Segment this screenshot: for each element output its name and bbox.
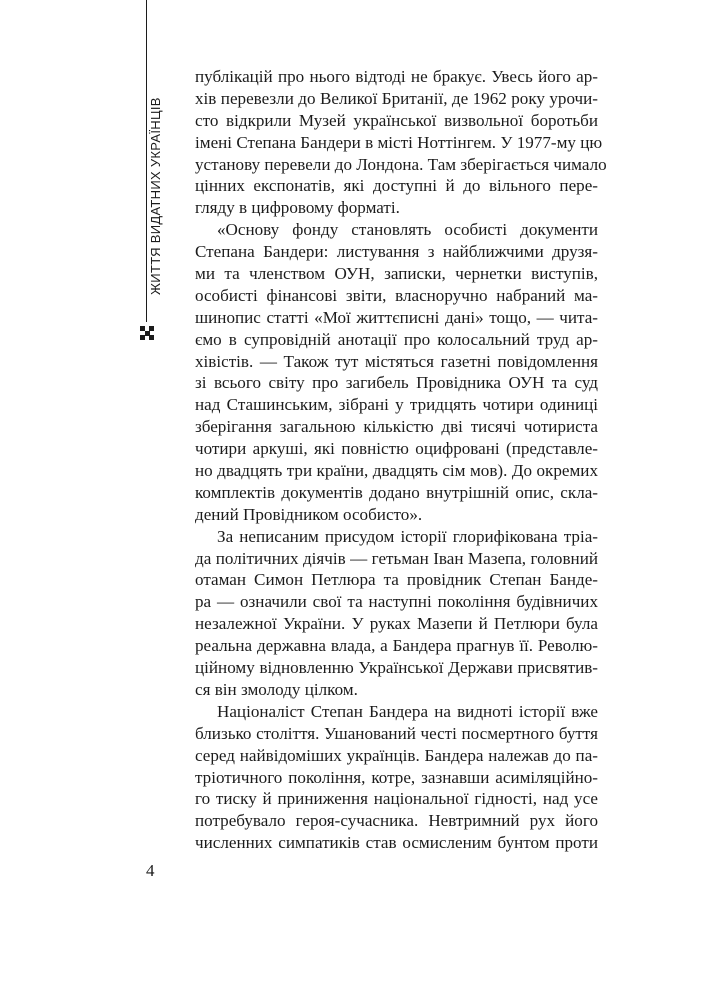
text-line: комплектів документів додано внутрішній опис, скла- bbox=[195, 482, 598, 502]
text-line: За неписаним присудом історії глорифікована тріа- bbox=[217, 526, 598, 546]
text-line: реальна державна влада, а Бандера прагнув її. Револю- bbox=[195, 636, 598, 656]
ornament-icon bbox=[140, 326, 154, 340]
text-line: но двадцять три країни, двадцять сім мов). До окремих bbox=[195, 461, 598, 481]
text-line: хівістів. — Також тут містяться газетні повідомлення bbox=[195, 351, 598, 371]
running-head: ЖИТТЯ ВИДАТНИХ УКРАЇНЦІВ bbox=[148, 97, 163, 295]
text-line: шинопис статті «Мої життєписні дані» тощо, — чита- bbox=[195, 307, 598, 327]
text-line: ми та членством ОУН, записки, чернетки виступів, bbox=[195, 264, 598, 284]
text-line: установу перевели до Лондона. Там зберігається чимало bbox=[195, 154, 607, 174]
page-number: 4 bbox=[146, 861, 155, 880]
text-line: серед найвідоміших українців. Бандера належав до па- bbox=[195, 745, 598, 765]
text-line: незалежної України. У руках Мазепи й Петлюри була bbox=[195, 614, 598, 634]
text-line: близько століття. Ушанований честі посмертного буття bbox=[195, 723, 598, 743]
text-line: отаман Симон Петлюра та провідник Степан Бандe- bbox=[195, 570, 598, 590]
margin-rule bbox=[146, 0, 147, 322]
text-line: особисті фінансові звіти, власноручно набраний ма- bbox=[195, 285, 598, 305]
text-line: го тиску й приниження національної гідності, над усе bbox=[195, 789, 598, 809]
text-line: зберігання загальною кількістю дві тисячі чотириста bbox=[195, 417, 598, 437]
text-line: гляду в цифровому форматі. bbox=[195, 198, 400, 218]
text-line: ємо в супровідній анотації про колосальний труд ар- bbox=[195, 329, 598, 349]
text-line: імені Степана Бандери в місті Ноттінгем. У 1977-му цю bbox=[195, 132, 603, 152]
text-line: цінних експонатів, які доступні й до вільного пере- bbox=[195, 176, 598, 196]
text-line: Степана Бандери: листування з найближчими друзя- bbox=[195, 242, 598, 262]
text-line: над Сташинським, зібрані у тридцять чотири одиниці bbox=[195, 395, 598, 415]
text-line: зі всього світу про загибель Провідника ОУН та суд bbox=[195, 373, 598, 393]
text-line: численних симпатиків став осмисленим бунтом проти bbox=[195, 833, 598, 853]
text-line: чотири аркуші, які повністю оцифровані (представле- bbox=[195, 439, 598, 459]
text-line: дений Провідником особисто». bbox=[195, 504, 423, 524]
text-line: ся він змолоду цілком. bbox=[195, 679, 358, 699]
text-line: да політичних діячів — гетьман Іван Мазепа, головний bbox=[195, 548, 598, 568]
text-line: ра — означили свої та наступні покоління будівничих bbox=[195, 592, 598, 612]
body-text bbox=[195, 66, 607, 854]
text-line: публікацій про нього відтоді не бракує. Увесь його ар- bbox=[195, 67, 598, 86]
text-line: ційному відновленню Української Держави присвятив- bbox=[195, 658, 598, 678]
text-line: потребувало героя-сучасника. Невтримний рух його bbox=[195, 811, 598, 831]
text-line: «Основу фонду становлять особисті документи bbox=[217, 220, 598, 240]
text-line: сто відкрили Музей української визвольної боротьби bbox=[195, 110, 598, 130]
text-line: Націоналіст Степан Бандера на видноті історії вже bbox=[217, 701, 598, 721]
text-line: хів перевезли до Великої Британії, де 1962 року урочи- bbox=[195, 88, 598, 108]
text-line: тріотичного покоління, котре, зазнавши асиміляційно- bbox=[195, 767, 598, 787]
